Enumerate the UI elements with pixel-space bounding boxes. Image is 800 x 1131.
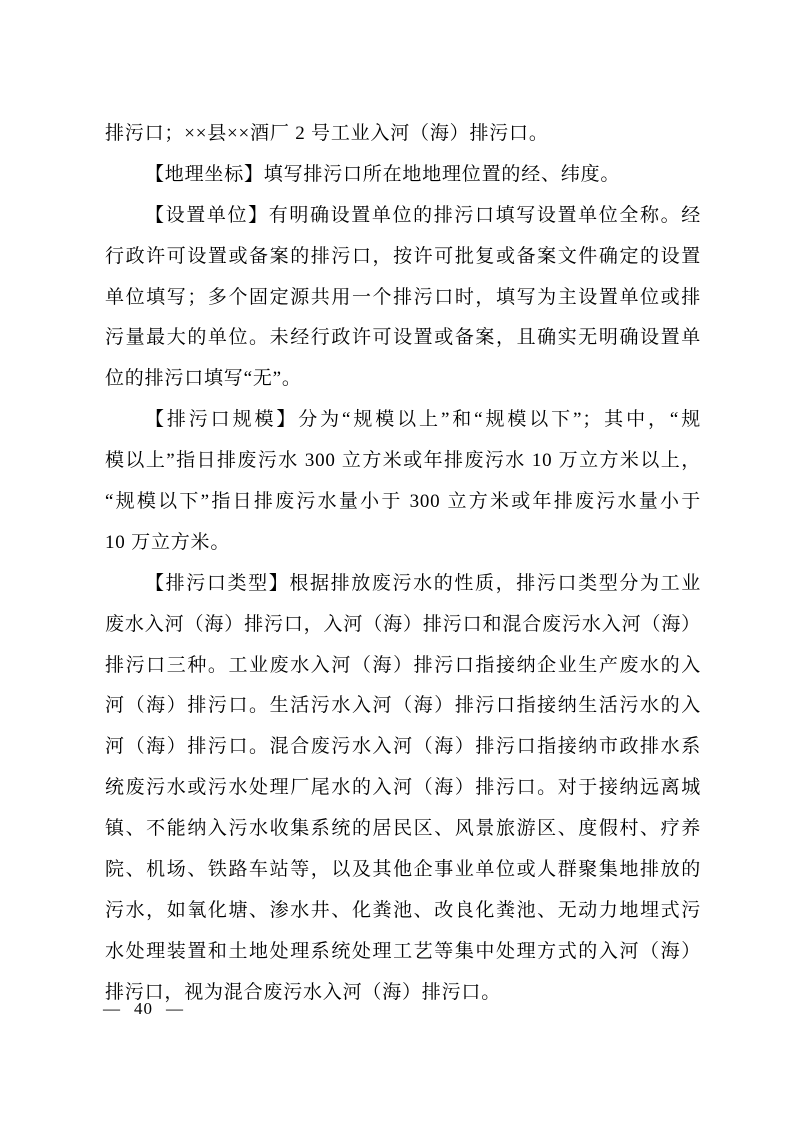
text-line: 镇、不能纳入污水收集系统的居民区、风景旅游区、度假村、疗养 (105, 818, 701, 840)
text-line: 统废污水或污水处理厂尾水的入河（海）排污口。对于接纳远离城 (105, 777, 701, 799)
text-line: 【设置单位】有明确设置单位的排污口填写设置单位全称。经 (145, 204, 701, 226)
text-line: 【地理坐标】填写排污口所在地地理位置的经、纬度。 (145, 163, 621, 185)
text-line: 河（海）排污口。生活污水入河（海）排污口指接纳生活污水的入 (105, 695, 701, 717)
text-line: 单位填写；多个固定源共用一个排污口时，填写为主设置单位或排 (105, 286, 701, 308)
text-line: 位的排污口填写“无”。 (105, 368, 302, 390)
text-line: 院、机场、铁路车站等，以及其他企事业单位或人群聚集地排放的 (105, 859, 701, 881)
text-line: 【排污口类型】根据排放废污水的性质，排污口类型分为工业 (145, 572, 701, 594)
page-footer (103, 999, 184, 1019)
text-line: 废水入河（海）排污口，入河（海）排污口和混合废污水入河（海） (105, 613, 701, 635)
text-line: 水处理装置和土地处理系统处理工艺等集中处理方式的入河（海） (105, 940, 701, 962)
text-line: 10 万立方米。 (105, 531, 231, 553)
text-line: 排污口；××县××酒厂 2 号工业入河（海）排污口。 (105, 123, 549, 144)
text-line: “规模以下”指日排废污水量小于 300 立方米或年排废污水量小于 (105, 491, 701, 513)
text-line: 污量最大的单位。未经行政许可设置或备案，且确实无明确设置单 (105, 327, 701, 349)
text-line: 行政许可设置或备案的排污口，按许可批复或备案文件确定的设置 (105, 245, 701, 267)
document-body (105, 114, 701, 1014)
text-line: 河（海）排污口。混合废污水入河（海）排污口指接纳市政排水系 (105, 736, 701, 758)
text-line: 排污口，视为混合废污水入河（海）排污口。 (105, 981, 502, 1003)
footer-dash-right: — (166, 999, 184, 1018)
text-line: 污水，如氧化塘、渗水井、化粪池、改良化粪池、无动力地埋式污 (105, 899, 701, 921)
text-line: 排污口三种。工业废水入河（海）排污口指接纳企业生产废水的入 (105, 654, 701, 676)
page-number: 40 (134, 999, 153, 1018)
text-line: 【排污口规模】分为“规模以上”和“规模以下”；其中，“规 (145, 409, 701, 431)
footer-dash-left: — (103, 999, 121, 1018)
text-line: 模以上”指日排废污水 300 立方米或年排废污水 10 万立方米以上， (105, 450, 701, 472)
